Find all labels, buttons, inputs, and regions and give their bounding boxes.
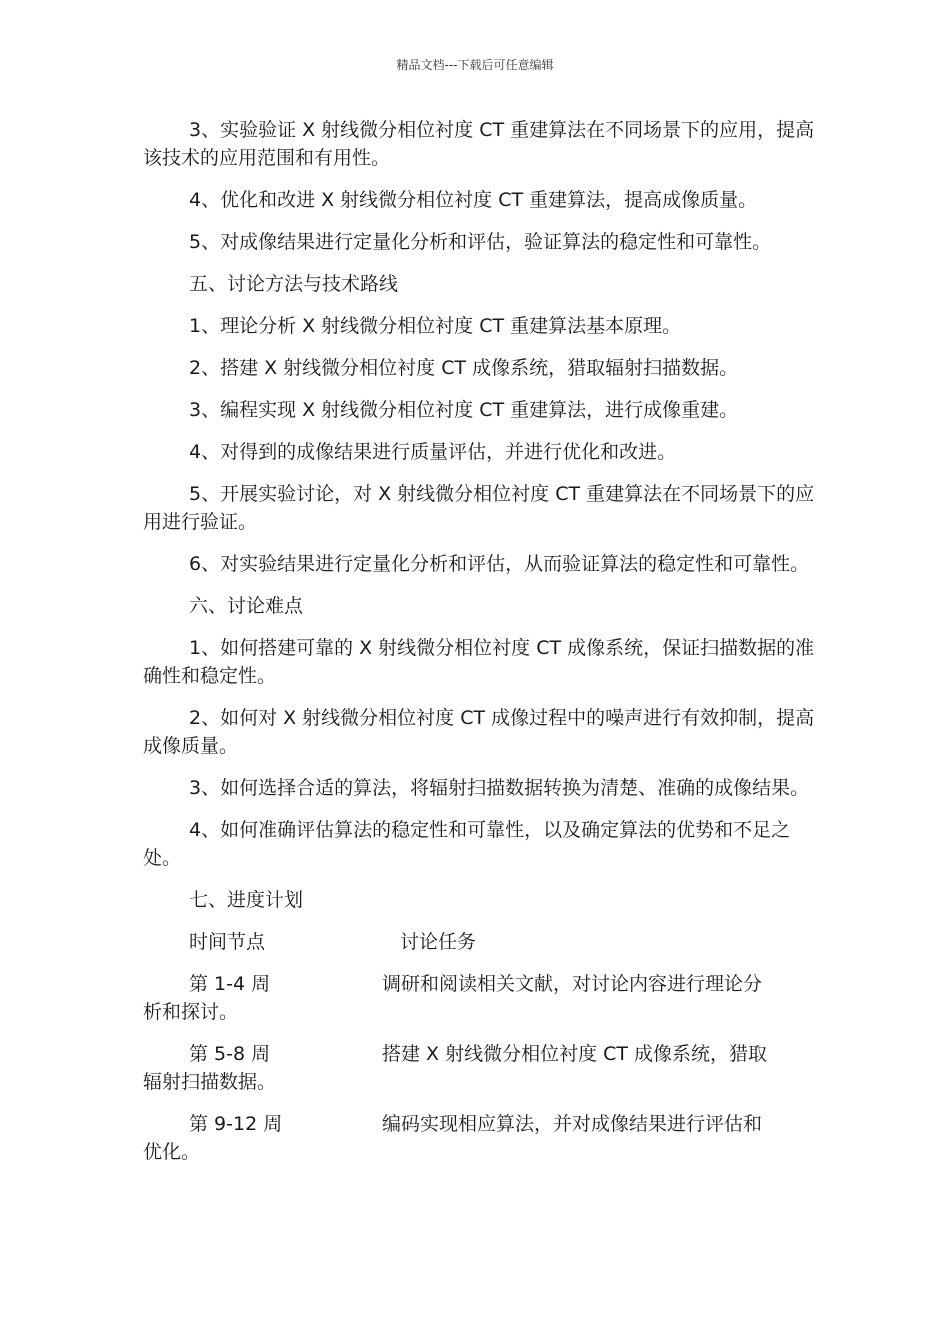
schedule-row-task-continued: 辐射扫描数据。 bbox=[143, 1071, 277, 1093]
schedule-row-time: 第 5-8 周 bbox=[189, 1043, 271, 1065]
schedule-row bbox=[143, 1110, 815, 1166]
schedule-header bbox=[143, 928, 815, 956]
schedule-row bbox=[143, 1040, 815, 1096]
schedule-row-time: 第 1-4 周 bbox=[189, 973, 271, 995]
schedule-row-time: 第 9-12 周 bbox=[189, 1113, 283, 1135]
schedule-row-task-continued: 优化。 bbox=[143, 1141, 201, 1163]
paragraph-method-1: 1、理论分析 X 射线微分相位衬度 CT 重建算法基本原理。 bbox=[189, 315, 682, 337]
schedule-row bbox=[143, 970, 815, 1026]
paragraph-method-6: 6、对实验结果进行定量化分析和评估，从而验证算法的稳定性和可靠性。 bbox=[189, 553, 810, 575]
paragraph-goal-5: 5、对成像结果进行定量化分析和评估，验证算法的稳定性和可靠性。 bbox=[189, 231, 772, 253]
schedule-row-task: 搭建 X 射线微分相位衬度 CT 成像系统，猎取 bbox=[382, 1043, 768, 1065]
section-heading-methods: 五、讨论方法与技术路线 bbox=[189, 273, 399, 295]
paragraph-goal-3: 3、实验验证 X 射线微分相位衬度 CT 重建算法在不同场景下的应用，提高该技术的应用范围和有用性。 bbox=[143, 119, 815, 169]
page-header: 精品文档---下载后可任意编辑 bbox=[396, 58, 554, 72]
schedule-row-task-continued: 析和探讨。 bbox=[143, 1001, 239, 1023]
paragraph-method-4: 4、对得到的成像结果进行质量评估，并进行优化和改进。 bbox=[189, 441, 677, 463]
schedule-row-task: 调研和阅读相关文献，对讨论内容进行理论分 bbox=[382, 973, 763, 995]
paragraph-method-3: 3、编程实现 X 射线微分相位衬度 CT 重建算法，进行成像重建。 bbox=[189, 399, 739, 421]
paragraph-difficulty-3: 3、如何选择合适的算法，将辐射扫描数据转换为清楚、准确的成像结果。 bbox=[189, 777, 810, 799]
paragraph-difficulty-4: 4、如何准确评估算法的稳定性和可靠性，以及确定算法的优势和不足之处。 bbox=[143, 819, 791, 869]
document-body bbox=[143, 116, 815, 1180]
section-heading-difficulties: 六、讨论难点 bbox=[189, 595, 304, 617]
paragraph-goal-4: 4、优化和改进 X 射线微分相位衬度 CT 重建算法，提高成像质量。 bbox=[189, 189, 758, 211]
schedule-header-time: 时间节点 bbox=[189, 931, 266, 953]
paragraph-method-2: 2、搭建 X 射线微分相位衬度 CT 成像系统，猎取辐射扫描数据。 bbox=[189, 357, 739, 379]
paragraph-difficulty-1: 1、如何搭建可靠的 X 射线微分相位衬度 CT 成像系统，保证扫描数据的准确性和稳定性。 bbox=[143, 637, 815, 687]
schedule-header-task: 讨论任务 bbox=[400, 931, 477, 953]
section-heading-schedule: 七、进度计划 bbox=[189, 889, 304, 911]
schedule-row-task: 编码实现相应算法，并对成像结果进行评估和 bbox=[382, 1113, 763, 1135]
paragraph-method-5: 5、开展实验讨论，对 X 射线微分相位衬度 CT 重建算法在不同场景下的应用进行验证。 bbox=[143, 483, 815, 533]
paragraph-difficulty-2: 2、如何对 X 射线微分相位衬度 CT 成像过程中的噪声进行有效抑制，提高成像质量。 bbox=[143, 707, 815, 757]
